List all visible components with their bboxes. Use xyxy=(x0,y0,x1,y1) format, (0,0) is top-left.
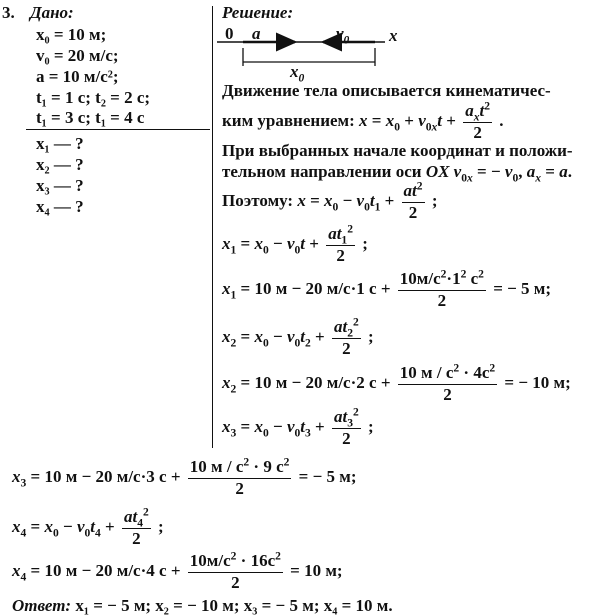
x4-formula: $x_4 = x_0 - v_0t_4$ + $\frac{at_4^2}{2}$ ; xyxy=(12,505,164,548)
para2-line2: тельном направлении оси OX $v_{0x}$ = − $v_0$, $a_x = a$. xyxy=(222,162,572,185)
find-x3: x₃ — ? xyxy=(36,176,84,195)
find-x4: x₄ — ? xyxy=(36,197,84,216)
x3-substitution: $x_3 = 10$ м − 20 м/с·3 с + $\frac{10 м / с^2 \cdot 9 с^2}{2}$ = − 5 м; xyxy=(12,455,357,498)
given-divider xyxy=(26,129,210,130)
find-x1: x₁ — ? xyxy=(36,134,84,153)
given-v0: v₀ = 20 м/с; xyxy=(36,46,119,65)
x1-formula: $x_1 = x_0 - v_0t$ + $\frac{at_1^2}{2}$ ; xyxy=(222,222,368,265)
given-t3-t4: t₁ = 3 с; t₁ = 4 с xyxy=(36,108,145,127)
x1-substitution: $x_1 = 10$ м − 20 м/с·1 с + $\frac{10м/с^2\cdot 1^2 c^2}{2}$ = − 5 м; xyxy=(222,267,552,310)
accel-label: a xyxy=(252,24,261,43)
column-divider xyxy=(212,6,213,448)
given-x0: x₀ = 10 м; xyxy=(36,25,107,44)
given-t1-t2: t₁ = 1 с; t₂ = 2 с; xyxy=(36,88,151,107)
axis-label: x xyxy=(389,26,398,45)
axis-diagram xyxy=(215,22,415,85)
para2-line1: При выбранных начале координат и положи- xyxy=(222,141,573,160)
origin-label: 0 xyxy=(225,24,234,43)
x2-formula: $x_2 = x_0 - v_0t_2$ + $\frac{at_2^2}{2}$ ; xyxy=(222,315,374,358)
velocity-label: $v_0$ xyxy=(336,24,350,47)
general-formula: Поэтому: $x = x_0 - v_0t_1$ + $\frac{at^2}{2}$ ; xyxy=(222,179,438,222)
x0-label: $x_0$ xyxy=(290,62,305,85)
answer-label: Ответ: xyxy=(12,596,72,615)
x4-substitution: $x_4 = 10$ м − 20 м/с·4 с + $\frac{10м/с^2 \cdot 16с^2}{2}$ = 10 м; xyxy=(12,549,343,592)
answer-text: x₁ = − 5 м; x₂ = − 10 м; x₃ = − 5 м; x₄ = 10 м. xyxy=(75,596,393,615)
problem-number: 3. xyxy=(2,3,15,22)
x3-formula: $x_3 = x_0 - v_0t_3$ + $\frac{at_3^2}{2}$ ; xyxy=(222,405,374,448)
answer xyxy=(12,596,393,616)
given-a: a = 10 м/с²; xyxy=(36,67,119,86)
find-x2: x₂ — ? xyxy=(36,155,84,174)
given-heading: Дано: xyxy=(30,3,74,22)
solution-heading: Решение: xyxy=(222,3,294,22)
x2-substitution: $x_2 = 10$ м − 20 м/с·2 с + $\frac{10 м / с^2 \cdot 4с^2}{2}$ = − 10 м; xyxy=(222,361,571,404)
para1-line1: Движение тела описывается кинематичес- xyxy=(222,81,551,100)
para1-line2: ким уравнением: $x = x_0 + v_{0x}t$ + $\frac{a_xt^2}{2}$ . xyxy=(222,99,504,142)
